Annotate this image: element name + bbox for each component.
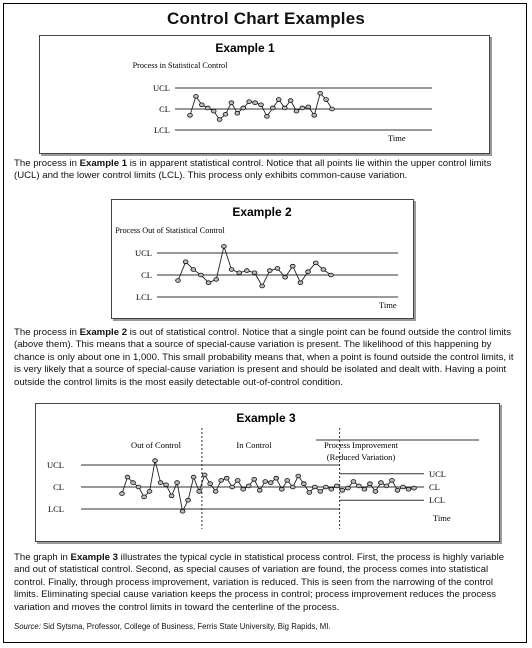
data-point — [285, 479, 290, 483]
data-point — [194, 95, 199, 99]
data-point — [270, 106, 275, 110]
data-point — [260, 284, 265, 288]
data-point — [275, 267, 280, 271]
section-label-3: Process Improvement — [324, 440, 398, 450]
paragraph-2-body: is out of statistical control. Notice that a single point can be found outside the control limits (above them). This means that a source of special-cause variation is present. The likelihood of this happening by chance is only about one in 1,000. This small probability means that, when a point is found outside the control limits, it is very likely that a source of special-cause variation is present and should be isolated and dealt with. Having a point outside the control limits is the most easily detectable out-of-control condition. — [14, 327, 514, 388]
data-point — [120, 492, 125, 496]
paragraph-1-lead: The process in — [14, 158, 80, 169]
data-point — [169, 494, 174, 498]
data-point — [390, 479, 395, 483]
data-point — [384, 484, 389, 488]
data-point — [290, 264, 295, 268]
data-point — [164, 483, 169, 487]
data-point — [188, 113, 193, 117]
data-point — [202, 473, 207, 477]
chart-2-svg — [112, 200, 413, 318]
data-point — [373, 490, 378, 494]
data-point — [406, 487, 411, 491]
data-point — [211, 109, 216, 113]
data-point — [298, 281, 303, 285]
data-point — [224, 476, 229, 480]
paragraph-3-lead: The graph in — [14, 552, 71, 563]
paragraph-2-bold: Example 2 — [79, 327, 128, 338]
section-label-1: Out of Control — [130, 440, 182, 450]
ytick-lcl: LCL — [47, 504, 64, 514]
data-point — [229, 101, 234, 105]
source-credit — [14, 622, 331, 631]
data-point — [279, 487, 284, 491]
chart-subtitle: Process in Statistical Control — [132, 61, 228, 70]
data-point — [265, 114, 270, 118]
section-label-4: (Reduced Variation) — [326, 452, 396, 462]
ytick-cl: CL — [53, 482, 64, 492]
chart-example-2 — [111, 199, 414, 319]
ytick-cl: CL — [141, 270, 152, 280]
paragraph-3-body: illustrates the typical cycle in statistical process control. First, the process is highly variable and out of statistical control. Second, as special causes of variation are found, the process comes into statistical control. Finally, through process improvement, variation is reduced. This is seen from the narrowing of the control limits. Eliminating special cause variation keeps the process in control; process improvement reduces the process variation and moves the control limits in toward the centerline of the process. — [14, 552, 505, 613]
right-label-ucl: UCL — [429, 468, 446, 479]
data-point — [223, 112, 228, 116]
data-point — [307, 491, 312, 495]
data-point — [412, 486, 417, 490]
x-axis-label: Time — [379, 300, 397, 310]
data-point — [186, 498, 191, 502]
data-point — [241, 487, 246, 491]
ytick-ucl: UCL — [47, 460, 64, 470]
data-point — [241, 106, 246, 110]
data-point — [301, 482, 306, 486]
chart-example-1 — [39, 35, 490, 154]
data-point — [180, 509, 185, 513]
data-point — [257, 488, 262, 492]
data-point — [205, 106, 210, 110]
chart-1-svg — [40, 36, 489, 153]
page-title: Control Chart Examples — [166, 9, 366, 28]
data-point — [206, 281, 211, 285]
data-point — [199, 103, 204, 107]
data-point — [318, 490, 323, 494]
series-line — [178, 246, 331, 286]
data-point — [267, 269, 272, 273]
data-point — [219, 479, 224, 483]
data-point — [276, 98, 281, 102]
data-point — [321, 268, 326, 272]
chart-3-svg — [36, 404, 499, 541]
data-point — [294, 109, 299, 113]
data-point — [368, 482, 373, 486]
data-point — [268, 481, 273, 485]
data-point — [362, 487, 367, 491]
data-point — [197, 490, 202, 494]
paragraph-3-bold: Example 3 — [70, 552, 119, 563]
paragraph-1-bold: Example 1 — [79, 158, 128, 169]
data-point — [158, 481, 163, 485]
data-point — [199, 273, 204, 277]
data-point — [191, 475, 196, 479]
data-point — [259, 103, 264, 107]
data-point — [253, 101, 258, 105]
data-point — [318, 91, 323, 95]
data-point — [214, 278, 219, 282]
data-point — [246, 484, 251, 488]
paragraph-1-body: is in apparent statistical control. Notice that all points lie within the upper control limits (UCL) and the lower control limits (LCL). This process only exhibits common-cause variation. — [14, 158, 492, 182]
paragraph-example-2 — [14, 327, 518, 389]
section-label-2: In Control — [236, 440, 272, 450]
ytick-ucl: UCL — [135, 248, 152, 258]
data-point — [237, 271, 242, 275]
data-point — [183, 260, 188, 264]
ytick-ucl: UCL — [153, 83, 170, 93]
data-point — [324, 98, 329, 102]
source-text: Sid Sytsma, Professor, College of Business, Ferris State University, Big Rapids, MI. — [40, 622, 331, 631]
data-point — [263, 480, 268, 484]
data-point — [401, 485, 406, 489]
data-point — [142, 495, 147, 499]
ytick-cl: CL — [159, 104, 170, 114]
x-axis-label: Time — [433, 513, 451, 523]
data-point — [125, 475, 130, 479]
x-axis-label: Time — [388, 133, 406, 143]
data-point — [340, 488, 345, 492]
data-point — [283, 275, 288, 279]
data-point — [351, 480, 356, 484]
data-point — [306, 105, 311, 109]
paragraph-2-lead: The process in — [14, 327, 80, 338]
right-label-cl: CL — [429, 482, 440, 492]
data-point — [312, 485, 317, 489]
chart-title: Example 1 — [215, 41, 275, 55]
data-point — [229, 268, 234, 272]
data-point — [274, 476, 279, 480]
data-point — [247, 100, 252, 104]
data-point — [222, 245, 227, 249]
paragraph-example-3 — [14, 552, 518, 614]
data-point — [252, 271, 257, 275]
data-point — [147, 490, 152, 494]
chart-title: Example 2 — [232, 205, 292, 219]
data-point — [330, 107, 335, 111]
data-point — [296, 474, 301, 478]
chart-subtitle: Process Out of Statistical Control — [115, 226, 225, 235]
data-point — [282, 106, 287, 110]
data-point — [191, 268, 196, 272]
data-point — [290, 485, 295, 489]
data-point — [329, 487, 334, 491]
data-point — [312, 113, 317, 117]
data-point — [213, 490, 218, 494]
data-point — [235, 111, 240, 115]
source-label: Source: — [14, 622, 41, 631]
data-point — [235, 479, 240, 483]
data-point — [323, 485, 328, 489]
data-point — [395, 488, 400, 492]
data-point — [306, 270, 311, 274]
data-point — [345, 486, 350, 490]
data-point — [136, 485, 141, 489]
data-point — [131, 481, 136, 485]
data-point — [244, 269, 249, 273]
data-point — [176, 279, 181, 283]
paragraph-example-1 — [14, 158, 518, 183]
data-point — [329, 273, 334, 277]
data-point — [357, 484, 362, 488]
ytick-lcl: LCL — [153, 125, 170, 135]
data-point — [252, 477, 257, 481]
data-point — [334, 484, 339, 488]
data-point — [379, 481, 384, 485]
ytick-lcl: LCL — [135, 292, 152, 302]
right-label-lcl: LCL — [429, 495, 446, 506]
data-point — [288, 99, 293, 103]
data-point — [175, 481, 180, 485]
data-point — [313, 261, 318, 265]
chart-title: Example 3 — [236, 411, 296, 425]
data-point — [208, 482, 213, 486]
data-point — [153, 459, 158, 463]
data-point — [300, 106, 305, 110]
chart-example-3 — [35, 403, 500, 542]
data-point — [230, 485, 235, 489]
data-point — [217, 118, 222, 122]
